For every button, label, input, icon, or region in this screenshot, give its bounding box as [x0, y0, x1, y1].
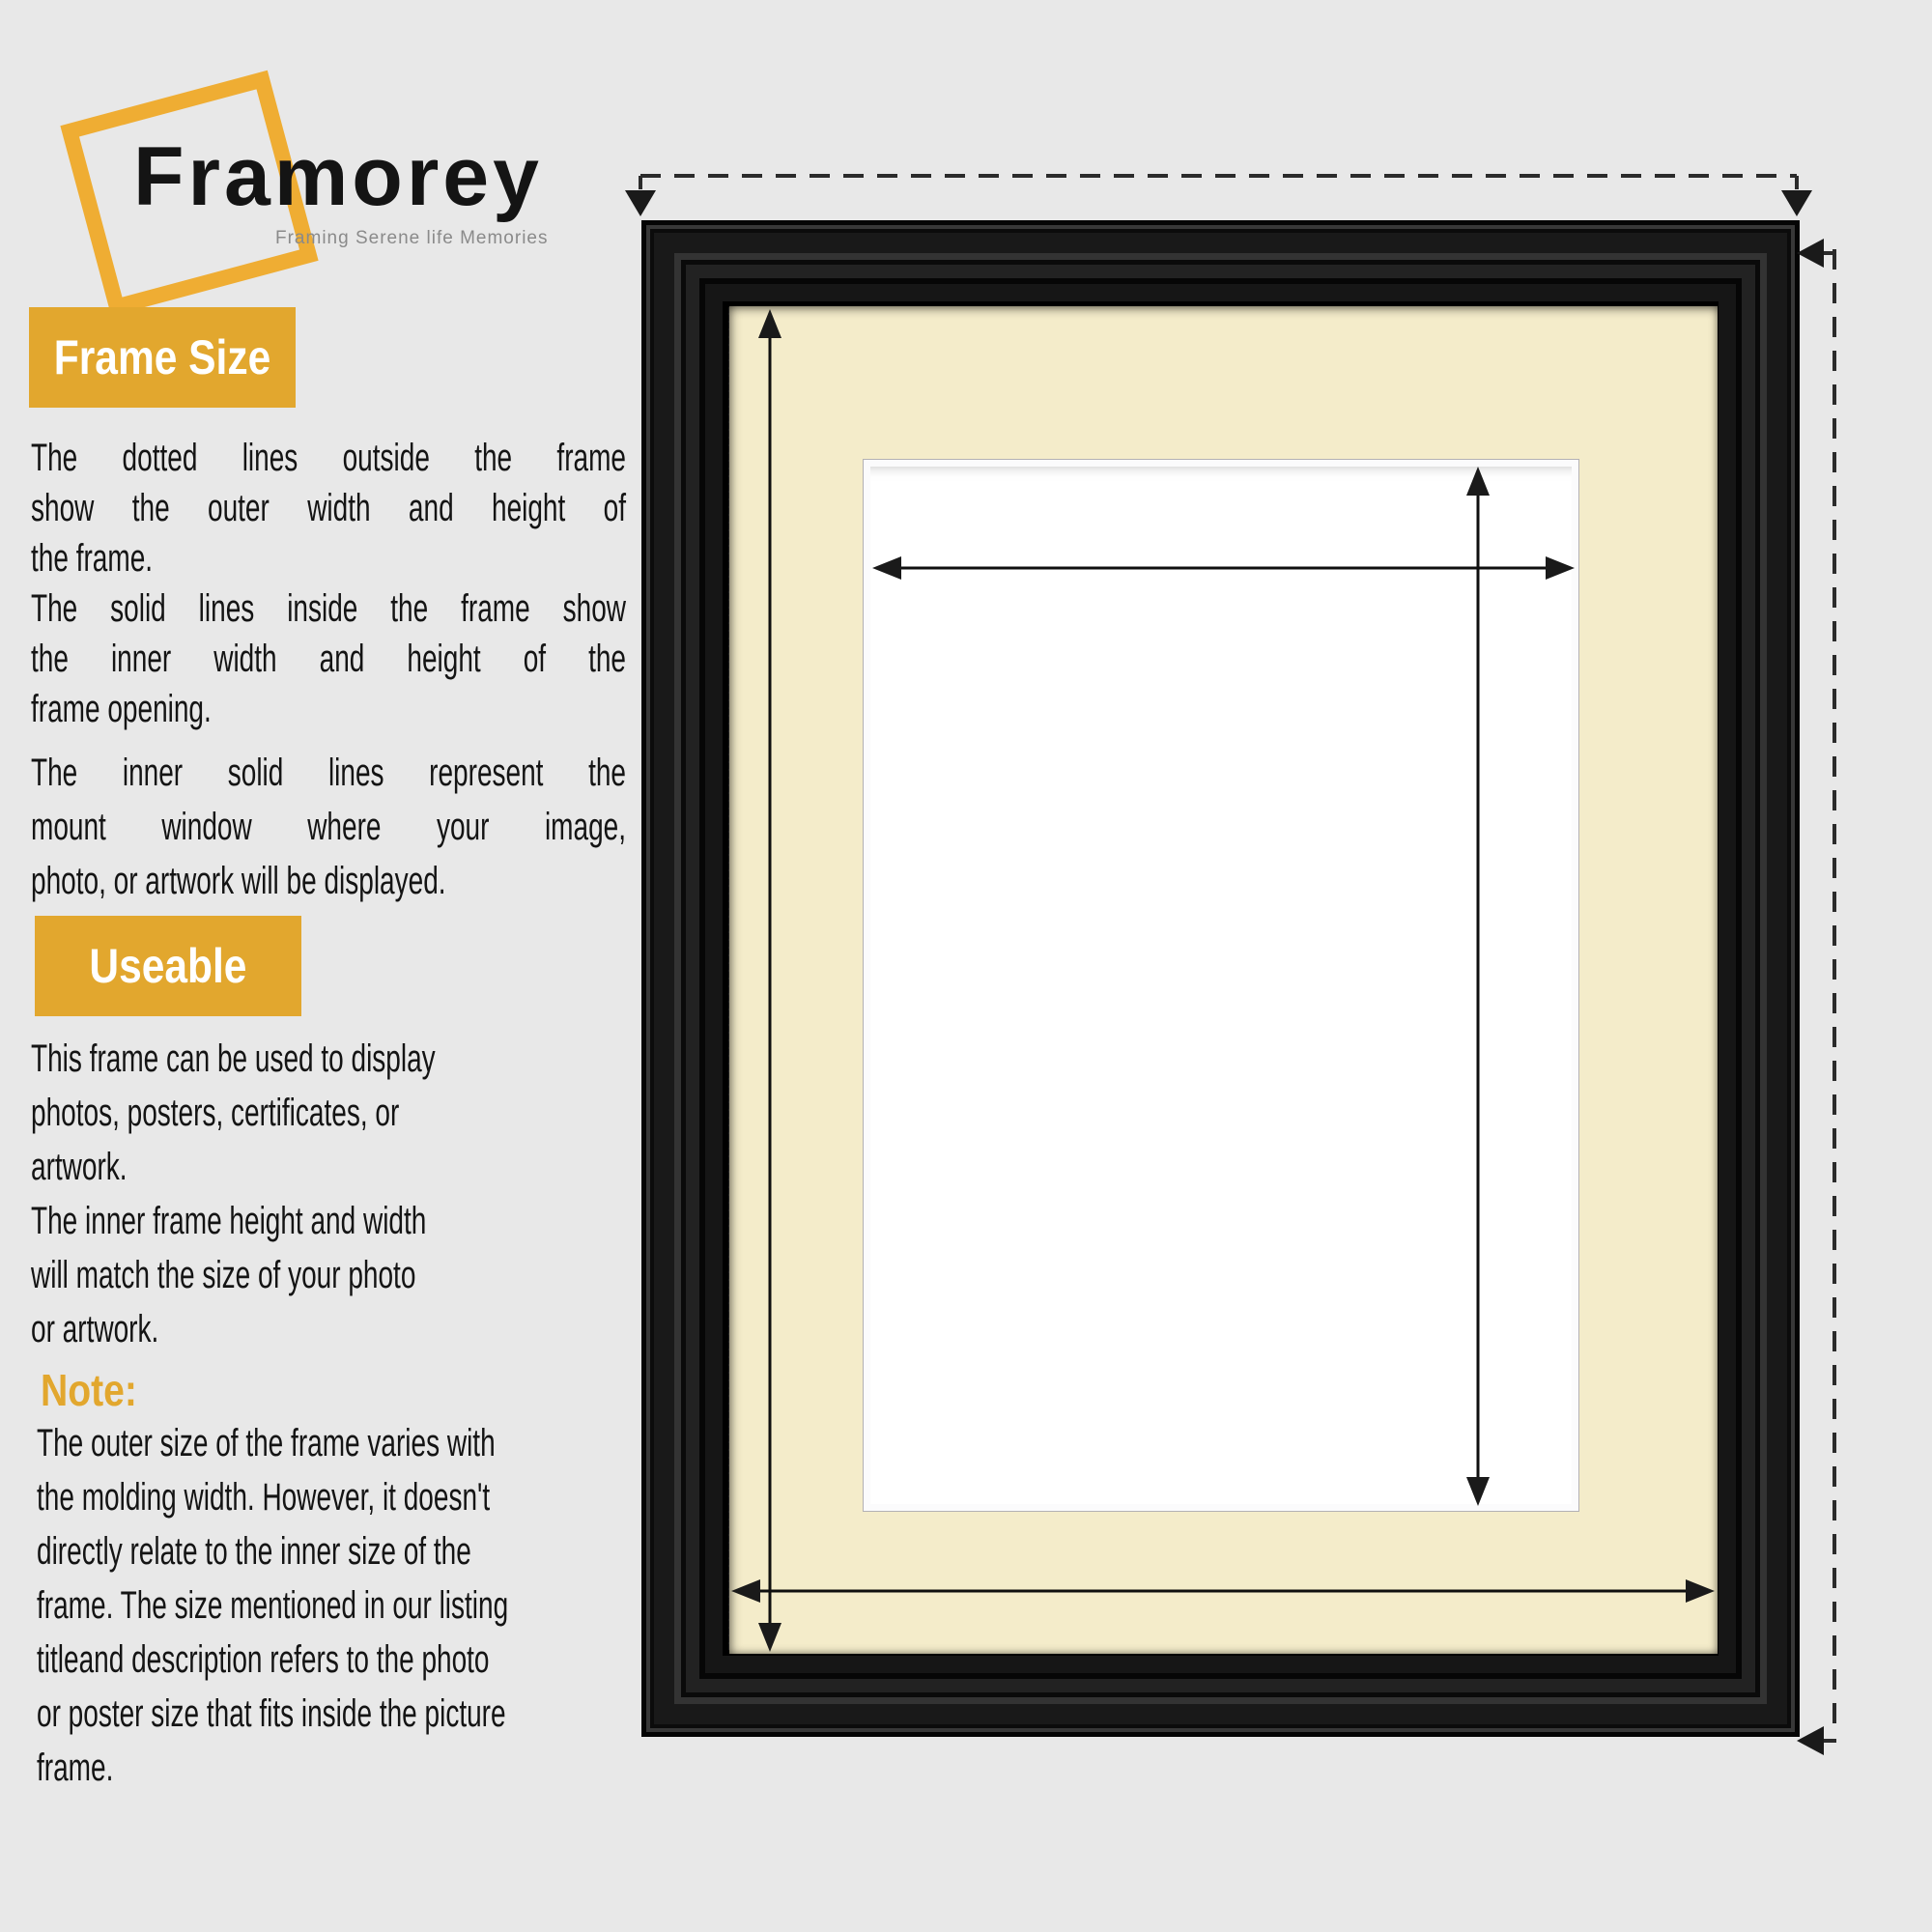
left-arrowhead-icon: [872, 556, 901, 580]
text-line: the frame.: [31, 537, 154, 580]
text-line: the molding width. However, it doesn't: [37, 1476, 491, 1519]
down-arrowhead-icon: [758, 1623, 781, 1652]
text-line: the inner width and height of the: [31, 638, 626, 680]
text-line: The inner frame height and width: [31, 1200, 427, 1242]
down-arrowhead-icon: [1781, 190, 1812, 216]
text-line: This frame can be used to display: [31, 1037, 436, 1080]
text-line: or poster size that fits inside the picture: [37, 1692, 506, 1735]
text-line: or artwork.: [31, 1308, 159, 1350]
text-line: The inner solid lines represent the: [31, 752, 626, 794]
text-line: frame. The size mentioned in our listing: [37, 1584, 509, 1627]
up-arrowhead-icon: [1466, 467, 1490, 496]
left-arrowhead-icon: [731, 1579, 760, 1603]
inner-width-solid-indicator: [731, 1579, 1715, 1603]
text-line: artwork.: [31, 1146, 128, 1188]
text-line: show the outer width and height of: [31, 487, 626, 529]
down-arrowhead-icon: [1466, 1477, 1490, 1506]
note-heading: Note:: [41, 1365, 137, 1415]
left-arrowhead-icon: [1797, 239, 1824, 268]
down-arrowhead-icon: [625, 190, 656, 216]
outer-width-dashed-indicator: [625, 176, 1812, 216]
text-line: mount window where your image,: [31, 806, 626, 848]
right-arrowhead-icon: [1546, 556, 1575, 580]
text-line: The dotted lines outside the frame: [31, 437, 626, 479]
outer-height-dashed-indicator: [1797, 239, 1836, 1755]
text-line: will match the size of your photo: [31, 1254, 416, 1296]
right-arrowhead-icon: [1686, 1579, 1715, 1603]
inner-height-solid-indicator: [758, 309, 781, 1652]
mount-window-width-indicator: [872, 556, 1575, 580]
frame-size-badge-label: Frame Size: [53, 330, 271, 384]
useable-badge-label: Useable: [89, 939, 247, 993]
text-line: frame.: [37, 1747, 114, 1789]
text-line: photos, posters, certificates, or: [31, 1092, 400, 1134]
text-line: frame opening.: [31, 688, 212, 730]
brand-name: Framorey: [133, 130, 543, 223]
text-line: The solid lines inside the frame show: [31, 587, 626, 630]
text-line: photo, or artwork will be displayed.: [31, 860, 446, 902]
text-line: directly relate to the inner size of the: [37, 1530, 471, 1573]
text-line: titleand description refers to the photo: [37, 1638, 490, 1681]
text-line: The outer size of the frame varies with: [37, 1422, 496, 1464]
brand-tagline: Framing Serene life Memories: [275, 228, 549, 248]
left-arrowhead-icon: [1797, 1726, 1824, 1755]
mount-window-height-indicator: [1466, 467, 1490, 1506]
up-arrowhead-icon: [758, 309, 781, 338]
